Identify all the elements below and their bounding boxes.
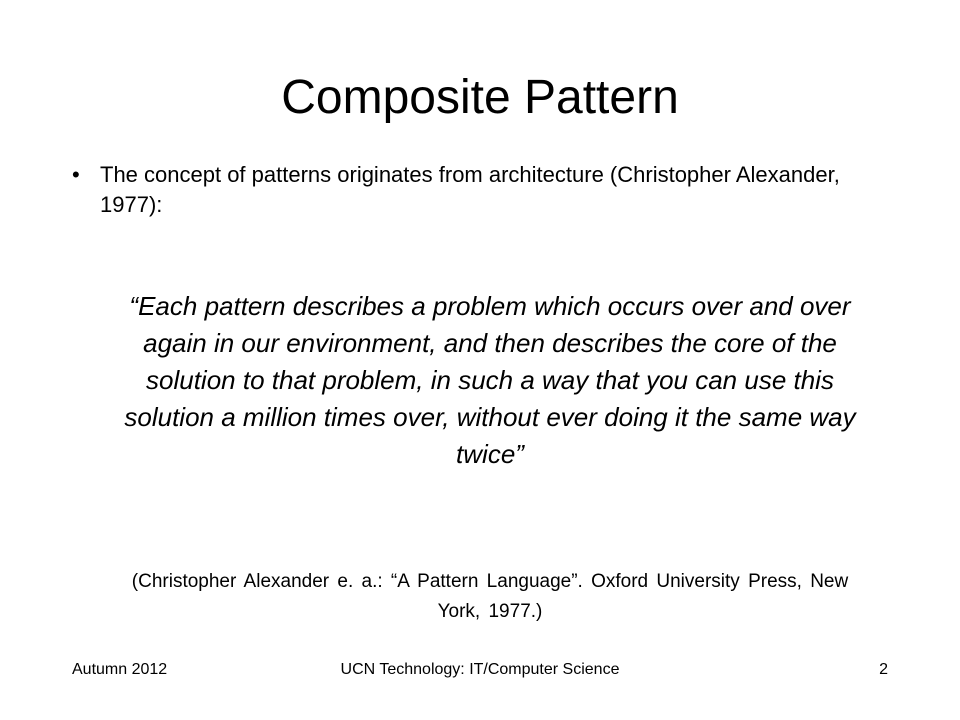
slide-title: Composite Pattern (281, 71, 679, 124)
bullet-dot-icon: • (72, 162, 80, 187)
footer-organization: UCN Technology: IT/Computer Science (340, 661, 620, 678)
bullet-item (72, 160, 892, 220)
citation-text: (Christopher Alexander e. a.: “A Pattern Language”. Oxford University Press, New York, 1977.) (131, 571, 849, 622)
bullet-list (72, 160, 892, 220)
footer-date: Autumn 2012 (72, 661, 168, 678)
footer-page-number: 2 (879, 661, 888, 678)
quote-text: “Each pattern describes a problem which occurs over and over again in our environment, and then describes the core of the solution to that problem, in such a way that you can use this solution a million times over, without ever doing it the same way twice” (124, 291, 856, 469)
bullet-text: The concept of patterns originates from architecture (Christopher Alexander, 1977): (100, 162, 840, 217)
